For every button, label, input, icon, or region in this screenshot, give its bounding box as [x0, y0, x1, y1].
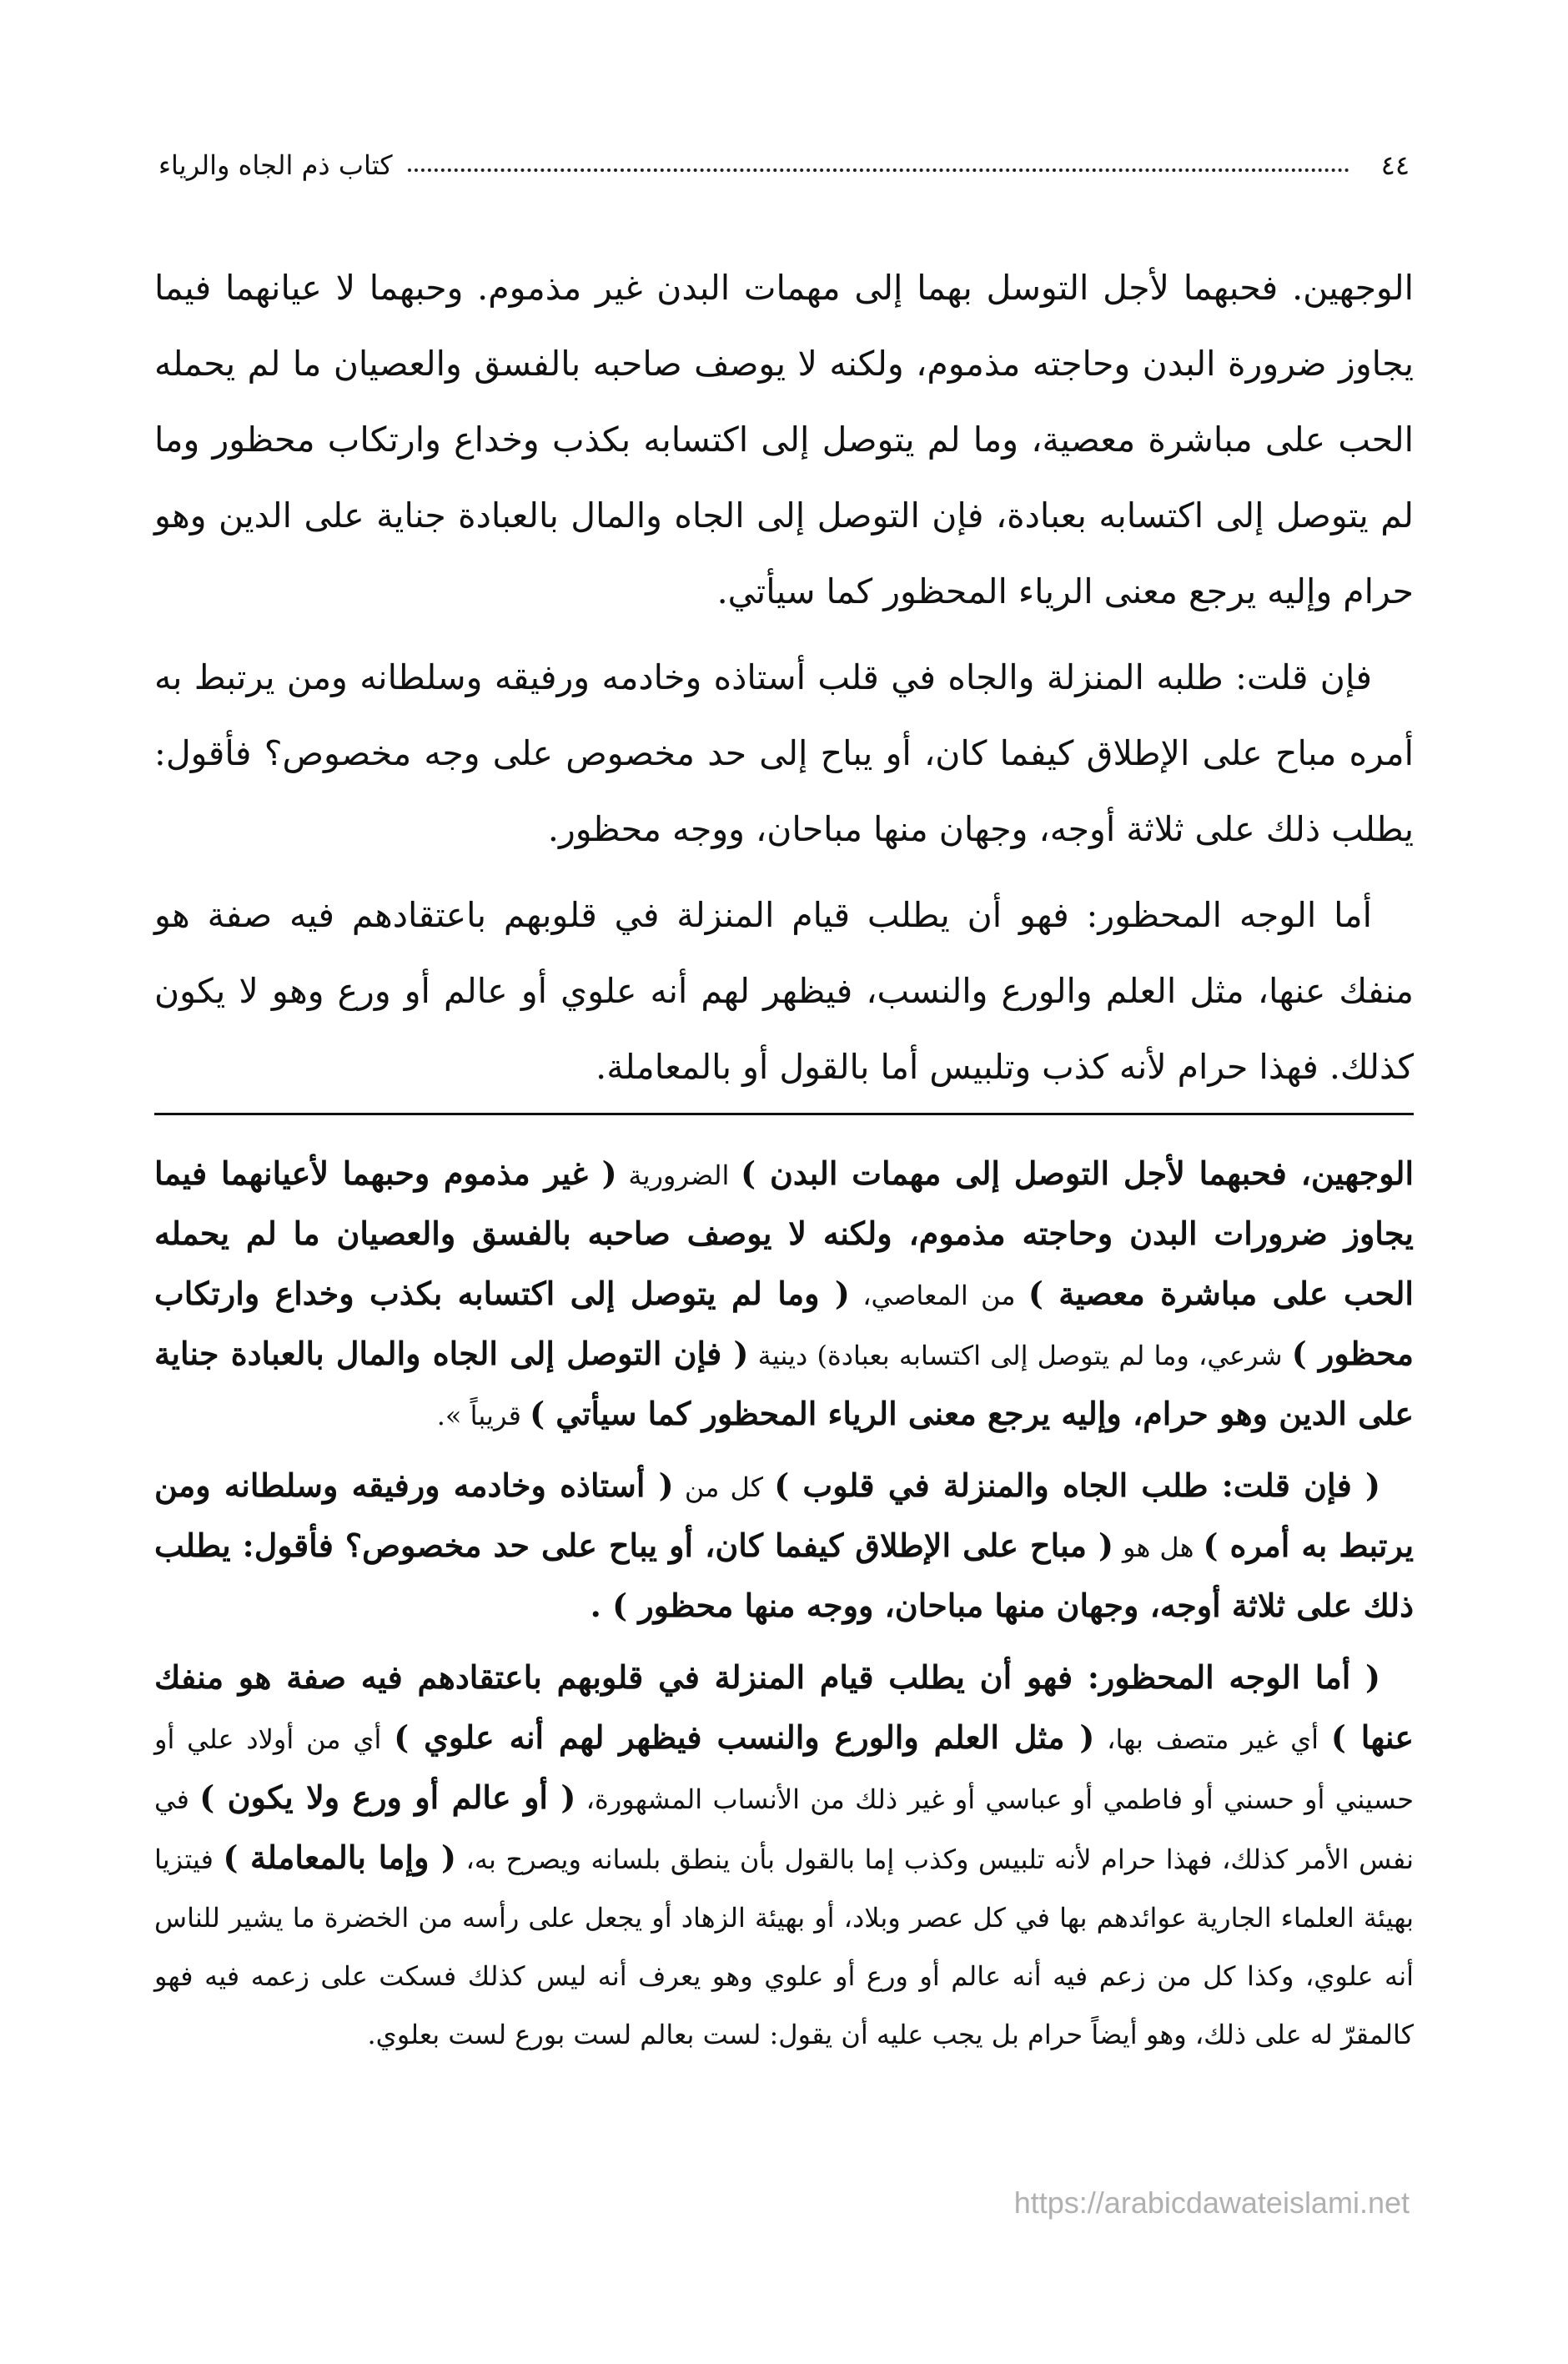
gloss-text: فيتزيا بهيئة العلماء الجارية عوائدهم بها في كل عصر وبلاد، أو بهيئة الزهاد أو يجعل على رأسه من الخضرة ما يشير للناس أنه علوي، وكذا كل من زعم فيه أنه عالم أو ورع أو علوي وهو يعرف أنه ليس كذلك فسكت على زعمه فيه فهو كالمقرّ له على ذلك، وهو أيضاً حرام بل يجب عليه أن يقول: لست بعالم لست بورع لست بعلوي. [154, 1843, 1415, 2050]
book-title: كتاب ذم الجاه والرياء [158, 149, 393, 181]
quoted-text: ( مباح على الإطلاق كيفما كان، أو يباح على حد مخصوص؟ فأقول: يطلب ذلك على ثلاثة أوجه، وجهان منها مباحان، ووجه منها محظور ) . [154, 1527, 1414, 1624]
main-text [154, 250, 1414, 1115]
quoted-text: ( أستاذه وخادمه ورفيقه وسلطانه ومن يرتبط به أمره ) [154, 1466, 1415, 1564]
quoted-text: ( غير مذموم وحبهما لأعيانهما فيما يجاوز ضرورات البدن وحاجته مذموم، ولكنه لا يوصف صاحبه بالفسق والعصيان ما لم يحمله الحب على مباشرة معصية ) [154, 1154, 1414, 1312]
commentary-paragraph-2 [154, 1456, 1414, 1637]
gloss-text: هل هو [1123, 1532, 1194, 1563]
gloss-text: كل من [684, 1471, 763, 1503]
gloss-text: شرعي، وما لم يتوصل إلى اكتسابه بعبادة) دينية [757, 1340, 1283, 1371]
gloss-text: الضرورية [628, 1159, 730, 1191]
main-paragraph-3: أما الوجه المحظور: فهو أن يطلب قيام المنزلة في قلوبهم باعتقادهم فيه صفة هو منفك عنها، مثل العلم والورع والنسب، فيظهر لهم أنه علوي أو عالم أو ورع وهو لا يكون كذلك. فهذا حرام لأنه كذب وتلبيس أما بالقول أو بالمعاملة. [154, 895, 1414, 1087]
running-header [158, 140, 1410, 190]
page-number: ٤٤ [1380, 149, 1410, 181]
gloss-text: من المعاصي، [862, 1280, 1016, 1311]
quoted-text: ( وما لم يتوصل إلى اكتسابه بكذب وخداع وارتكاب محظور ) [154, 1275, 1415, 1372]
section-divider [154, 1113, 1414, 1115]
main-paragraph-2: فإن قلت: طلبه المنزلة والجاه في قلب أستاذه وخادمه ورفيقه وسلطانه ومن يرتبط به أمره مباح على الإطلاق كيفما كان، أو يباح إلى حد مخصوص على وجه مخصوص؟ فأقول: يطلب ذلك على ثلاثة أوجه، وجهان منها مباحان، ووجه محظور. [154, 657, 1414, 849]
gloss-text: في نفس الأمر كذلك، فهذا حرام لأنه تلبيس وكذب إما بالقول بأن ينطق بلسانه ويصرح به، [154, 1783, 1414, 1875]
quoted-text: ( فإن قلت: طلب الجاه والمنزلة في قلوب ) [774, 1466, 1381, 1504]
header-dot-leader [408, 168, 1349, 172]
commentary-paragraph-3 [154, 1648, 1414, 2064]
gloss-text: قريباً ». [436, 1400, 521, 1431]
quoted-text: ( فإن التوصل إلى الجاه والمال بالعبادة جناية على الدين وهو حرام، وإليه يرجع معنى الرياء المحظور كما سيأتي ) [154, 1335, 1414, 1432]
gloss-text: أي غير متصف بها، [1107, 1723, 1319, 1755]
main-paragraph-1: الوجهين. فحبهما لأجل التوسل بهما إلى مهمات البدن غير مذموم. وحبهما لا عيانهما فيما يجاوز ضرورة البدن وحاجته مذموم، ولكنه لا يوصف صاحبه بالفسق والعصيان ما لم يحمله الحب على مباشرة معصية، وما لم يتوصل إلى اكتسابه بكذب وخداع وارتكاب محظور وما لم يتوصل إلى اكتسابه بعبادة، فإن التوصل إلى الجاه والمال بالعبادة جناية على الدين وهو حرام وإليه يرجع معنى الرياء المحظور كما سيأتي. [154, 268, 1414, 611]
commentary-paragraph-1 [154, 1144, 1414, 1445]
gloss-text: أي من أولاد علي أو حسيني أو حسني أو فاطمي أو عباسي أو غير ذلك من الأنساب المشهورة، [154, 1723, 1415, 1815]
quoted-text: ( مثل العلم والورع والنسب فيظهر لهم أنه علوي ) [394, 1718, 1095, 1756]
watermark-url: https://arabicdawateislami.net [1013, 2185, 1410, 2220]
quoted-text: ( أما الوجه المحظور: فهو أن يطلب قيام المنزلة في قلوبهم باعتقادهم فيه صفة هو منفك عنها ) [154, 1658, 1415, 1756]
quoted-text: الوجهين، فحبهما لأجل التوصل إلى مهمات البدن ) [741, 1154, 1415, 1192]
commentary [154, 1144, 1414, 2075]
quoted-text: ( أو عالم أو ورع ولا يكون ) [199, 1778, 576, 1816]
quoted-text: ( وإما بالمعاملة ) [223, 1838, 456, 1876]
